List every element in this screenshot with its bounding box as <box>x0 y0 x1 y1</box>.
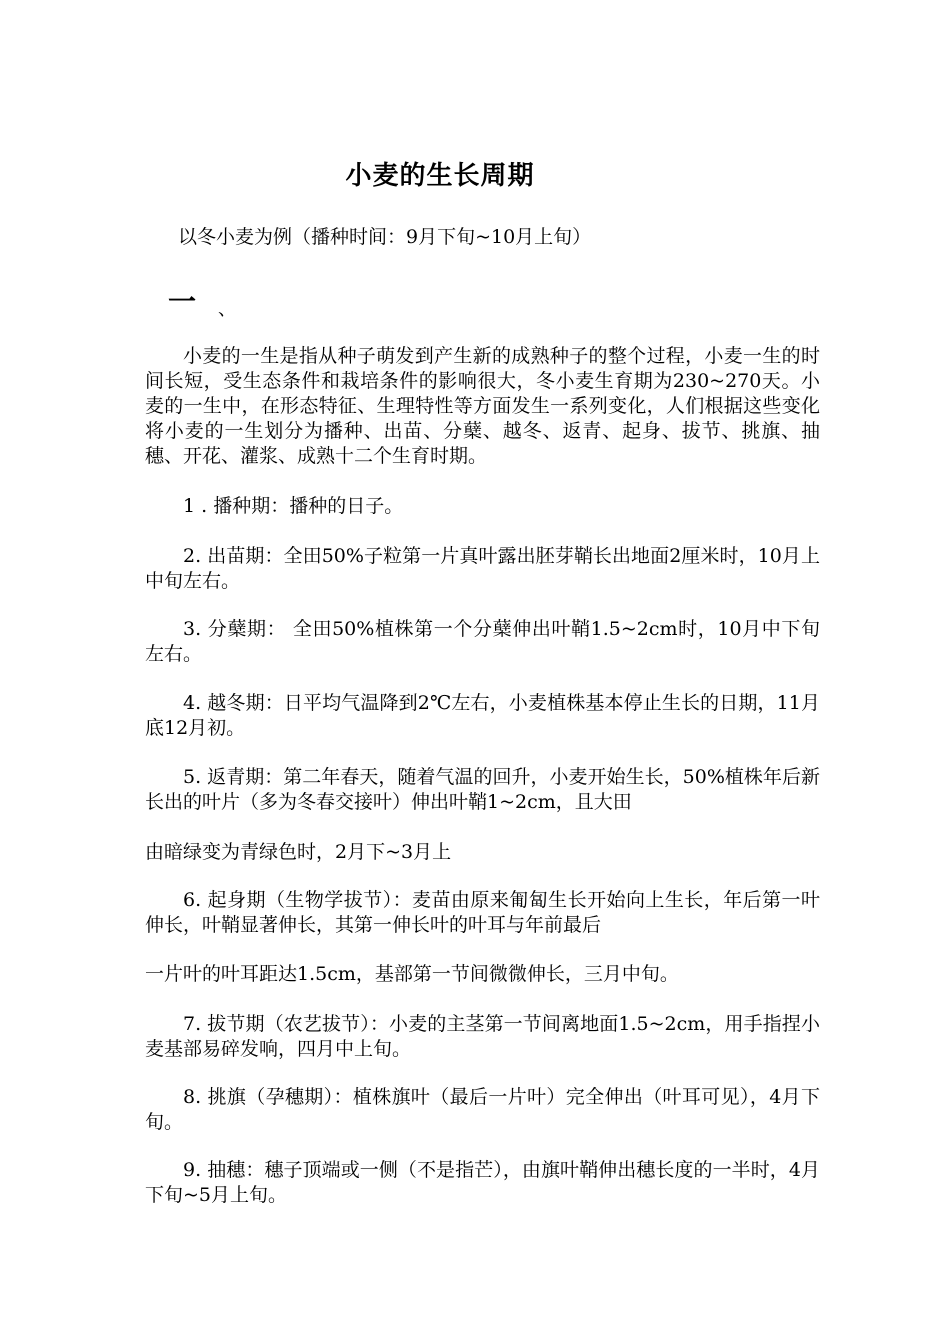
stage-item-tillering: 3. 分蘖期： 全田50%植株第一个分蘖伸出叶鞘1.5~2cm时，10月中下旬左右。 <box>145 618 820 665</box>
stage-item-booting: 8. 挑旗（孕穗期）：植株旗叶（最后一片叶）完全伸出（叶耳可见），4月下旬。 <box>145 1086 820 1133</box>
section-number: 一 <box>168 285 197 318</box>
section-heading <box>168 280 236 320</box>
document-title: 小麦的生长周期 <box>345 161 535 191</box>
document-subtitle: 以冬小麦为例（播种时间：9月下旬~10月上旬） <box>178 226 592 248</box>
section-comma: 、 <box>218 299 237 320</box>
stage-item-overwintering: 4. 越冬期：日平均气温降到2℃左右，小麦植株基本停止生长的日期，11月底12月初。 <box>145 692 820 739</box>
stage-item-regreening: 5. 返青期：第二年春天，随着气温的回升，小麦开始生长，50%植株年后新长出的叶片（多为冬春交接叶）伸出叶鞘1~2cm，且大田 <box>145 766 820 813</box>
intro-paragraph: 小麦的一生是指从种子萌发到产生新的成熟种子的整个过程，小麦一生的时间长短，受生态条件和栽培条件的影响很大，冬小麦生育期为230~270天。小麦的一生中，在形态特征、生理特性等方面发生一系列变化，人们根据这些变化将小麦的一生划分为播种、出苗、分蘖、越冬、返青、起身、拔节、挑旗、抽穗、开花、灌浆、成熟十二个生育时期。 <box>145 345 820 467</box>
stage-item-regreening-continued: 由暗绿变为青绿色时，2月下~3月上 <box>145 841 452 863</box>
stage-item-rising-continued: 一片叶的叶耳距达1.5cm，基部第一节间微微伸长，三月中旬。 <box>145 963 679 985</box>
stage-item-jointing: 7. 拔节期（农艺拔节）：小麦的主茎第一节间离地面1.5~2cm，用手指捏小麦基部易碎发响，四月中上旬。 <box>145 1013 820 1060</box>
stage-item-rising: 6. 起身期（生物学拔节）：麦苗由原来匍匐生长开始向上生长，年后第一叶伸长，叶鞘显著伸长，其第一伸长叶的叶耳与年前最后 <box>145 889 820 936</box>
stage-item-sowing: 1 . 播种期：播种的日子。 <box>183 495 404 517</box>
stage-item-heading: 9. 抽穗：穗子顶端或一侧（不是指芒），由旗叶鞘伸出穗长度的一半时，4月下旬~5月上旬。 <box>145 1159 820 1206</box>
stage-item-emergence: 2. 出苗期：全田50%子粒第一片真叶露出胚芽鞘长出地面2厘米时，10月上中旬左右。 <box>145 545 820 592</box>
